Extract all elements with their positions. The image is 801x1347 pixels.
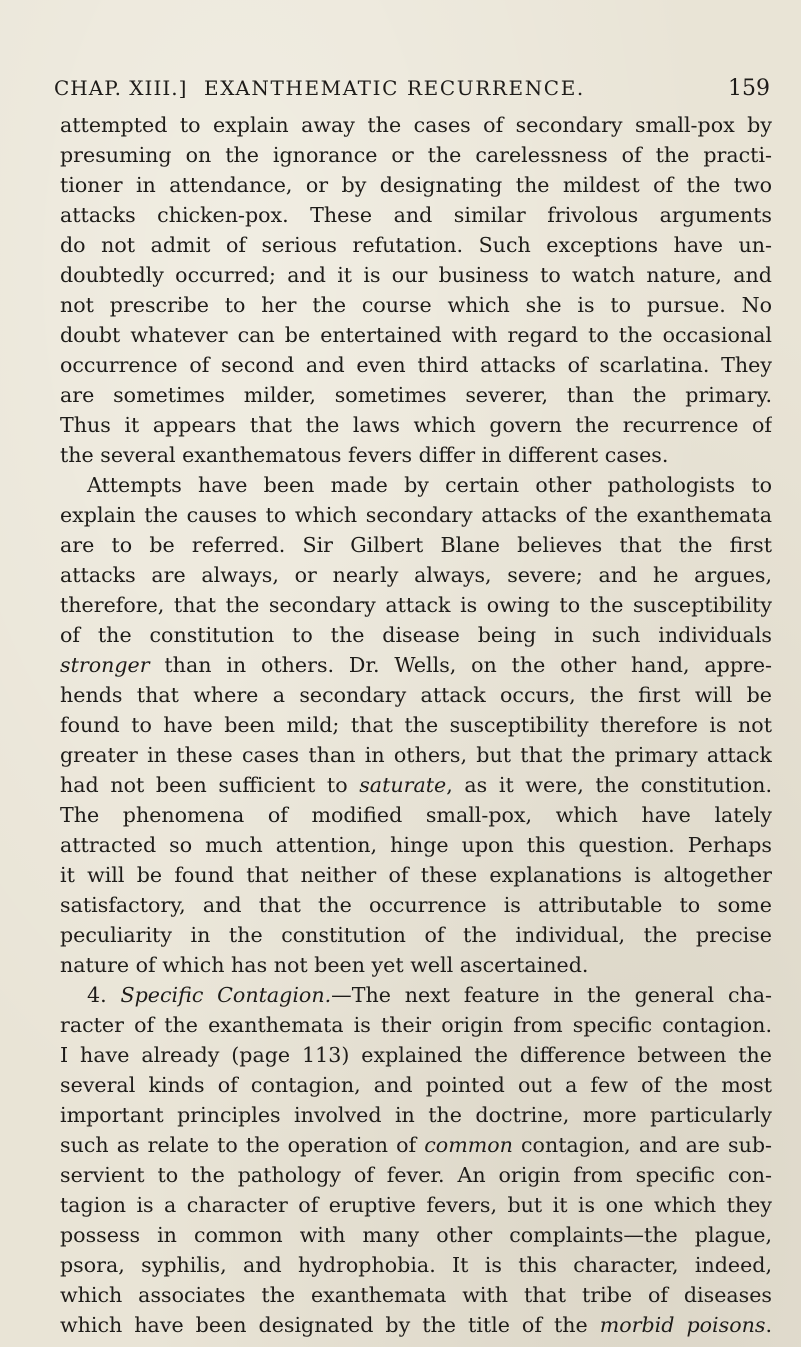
text-line <box>60 650 772 680</box>
emphasis: common <box>424 1133 513 1157</box>
text-run: contagion, and are sub- <box>512 1133 772 1157</box>
text-line: tioner in attendance, or by designating the mildest of the two <box>60 173 772 197</box>
text-line: which associates the exanthemata with that tribe of diseases <box>60 1283 772 1307</box>
text-line: doubtedly occurred; and it is our business to watch nature, and <box>60 263 772 287</box>
text-line: Attempts have been made by certain other pathologists to <box>87 473 772 497</box>
text-line: peculiarity in the constitution of the individual, the precise <box>60 923 772 947</box>
running-head <box>54 76 770 106</box>
text-line: the several exanthematous fevers differ in different cases. <box>60 443 669 467</box>
text-line: several kinds of contagion, and pointed out a few of the most <box>60 1073 772 1097</box>
text-line: greater in these cases than in others, but that the primary attack <box>60 743 772 767</box>
text-run: , as it were, the constitution. <box>446 773 772 797</box>
text-line: satisfactory, and that the occurrence is attributable to some <box>60 893 772 917</box>
text-run: had not been sufficient to <box>60 773 360 797</box>
text-line: possess in common with many other complaints—the plague, <box>60 1223 772 1247</box>
text-run: than in others. Dr. Wells, on the other hand, appre- <box>149 653 772 677</box>
text-line: racter of the exanthemata is their origin from specific contagion. <box>60 1013 772 1037</box>
section-title: Specific Contagion. <box>120 983 332 1007</box>
text-line: nature of which has not been yet well ascertained. <box>60 953 589 977</box>
text-line: attacks chicken-pox. These and similar frivolous arguments <box>60 203 772 227</box>
text-line: The phenomena of modified small-pox, which have lately <box>60 803 772 827</box>
text-line <box>60 770 772 800</box>
text-line: attempted to explain away the cases of secondary small-pox by <box>60 113 772 137</box>
text-line: found to have been mild; that the susceptibility therefore is not <box>60 713 772 737</box>
text-line: of the constitution to the disease being in such individuals <box>60 623 772 647</box>
body-text <box>60 110 772 1340</box>
text-run: which have been designated by the title of the <box>60 1313 600 1337</box>
text-run: such as relate to the operation of <box>60 1133 425 1157</box>
text-line: I have already (page 113) explained the difference between the <box>60 1043 772 1067</box>
text-line: explain the causes to which secondary attacks of the exanthemata <box>60 503 772 527</box>
text-line: doubt whatever can be entertained with regard to the occasional <box>60 323 772 347</box>
text-line: therefore, that the secondary attack is owing to the susceptibility <box>60 593 772 617</box>
text-line: are to be referred. Sir Gilbert Blane believes that the first <box>60 533 772 557</box>
running-title: EXANTHEMATIC RECURRENCE. <box>204 76 585 100</box>
text-line: Thus it appears that the laws which govern the recurrence of <box>60 413 772 437</box>
text-line: not prescribe to her the course which she is to pursue. No <box>60 293 772 317</box>
text-line: it will be found that neither of these explanations is altogether <box>60 863 772 887</box>
emphasis: stronger <box>60 653 150 677</box>
text-run: —The next feature in the general cha- <box>331 983 772 1007</box>
text-line: presuming on the ignorance or the carelessness of the practi- <box>60 143 772 167</box>
section-heading-line <box>60 980 772 1010</box>
chapter-label: CHAP. XIII.] <box>54 76 188 100</box>
text-line: attracted so much attention, hinge upon this question. Perhaps <box>60 833 772 857</box>
text-line: are sometimes milder, sometimes severer, than the primary. <box>60 383 772 407</box>
text-line: attacks are always, or nearly always, severe; and he argues, <box>60 563 772 587</box>
section-number: 4. <box>87 983 121 1007</box>
text-line: servient to the pathology of fever. An origin from specific con- <box>60 1163 772 1187</box>
text-line <box>60 1310 772 1340</box>
text-line: tagion is a character of eruptive fevers, but it is one which they <box>60 1193 772 1217</box>
text-line: do not admit of serious refutation. Such exceptions have un- <box>60 233 772 257</box>
text-line: hends that where a secondary attack occurs, the first will be <box>60 683 772 707</box>
emphasis: morbid poisons <box>599 1313 766 1337</box>
emphasis: saturate <box>359 773 447 797</box>
page-number: 159 <box>728 76 770 101</box>
text-run: . <box>765 1313 772 1337</box>
text-line <box>60 1130 772 1160</box>
text-line: occurrence of second and even third attacks of scarlatina. They <box>60 353 772 377</box>
text-line: psora, syphilis, and hydrophobia. It is this character, indeed, <box>60 1253 772 1277</box>
text-line: important principles involved in the doctrine, more particularly <box>60 1103 772 1127</box>
